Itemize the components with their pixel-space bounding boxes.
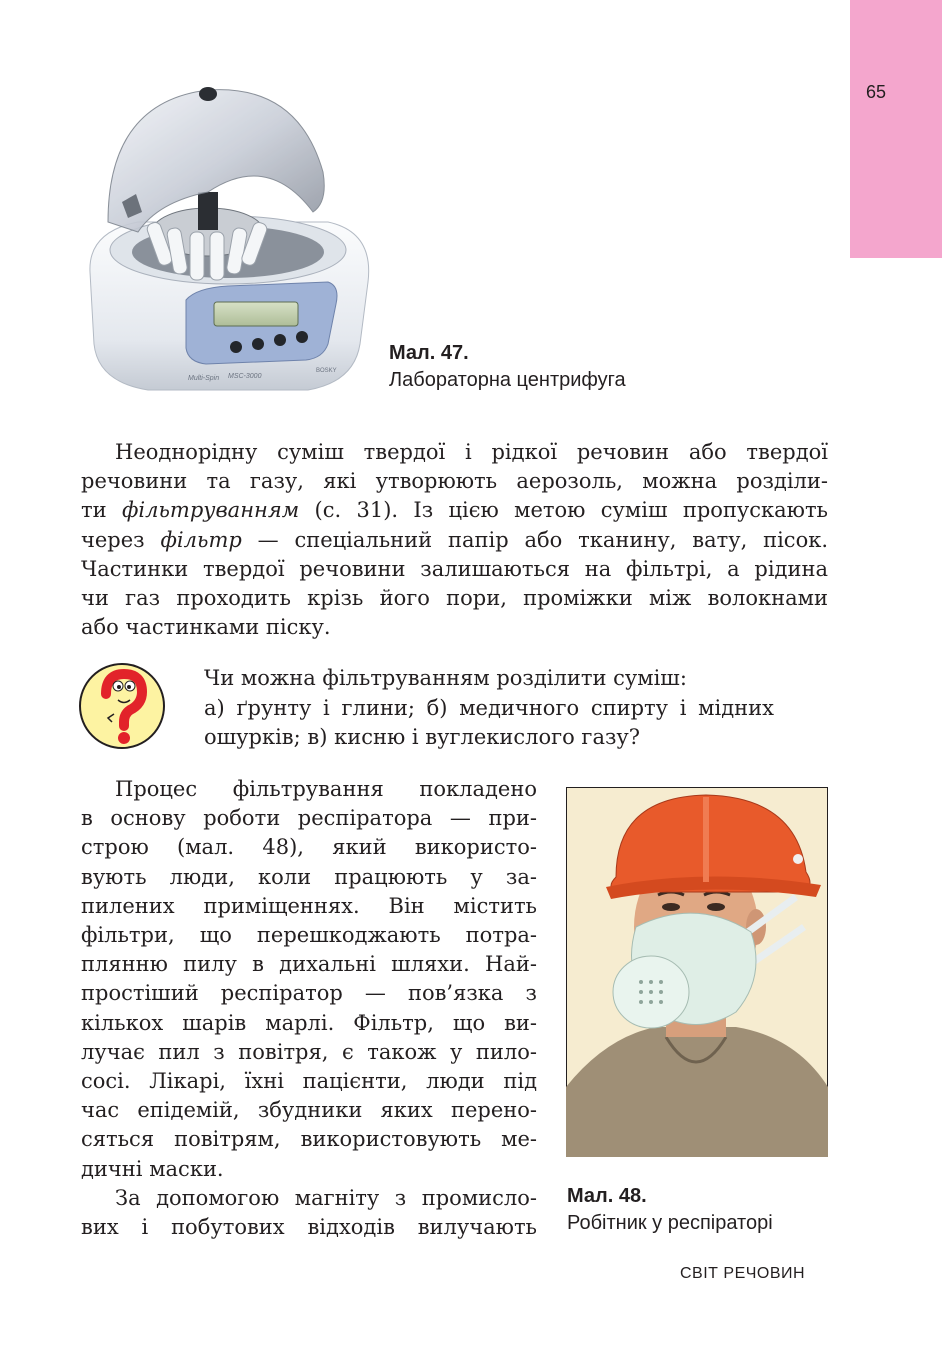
question-line: ошурків; в) кисню і вуглекислого газу? — [204, 725, 641, 749]
page-number: 65 — [866, 82, 887, 102]
figure-47-text: Лабораторна центрифуга — [389, 369, 626, 391]
text-line: вих і побутових відходів вилучають — [81, 1215, 537, 1240]
text-line: пилених приміщеннях. Він містить — [81, 893, 537, 918]
figure-48-text: Робітник у респіраторі — [567, 1212, 773, 1234]
question-mark-icon — [78, 660, 166, 750]
text-line: сосі. Лікарі, їхні пацієнти, люди під — [81, 1069, 537, 1094]
text-line: Неоднорідну суміш твердої і рідкої речовин або твердої — [115, 440, 828, 464]
text-line: лучає пил з повітря, є також у пило- — [81, 1039, 537, 1064]
question-block — [204, 664, 774, 753]
model-label: MSC-3000 — [228, 373, 262, 380]
text-line: чи газ проходить крізь його пори, проміжки між волокнами — [81, 586, 828, 611]
worker-respirator-photo — [566, 787, 828, 1157]
text-line: через фільтр — спеціальний папір або тканину, вату, пісок. — [81, 527, 829, 552]
text-line: вують люди, коли працюють у за- — [81, 864, 537, 889]
text-line: ти фільтруванням (с. 31). Із цією метою суміш пропускають — [81, 498, 828, 523]
question-line: Чи можна фільтруванням розділити суміш: — [204, 666, 687, 690]
text-line: в основу роботи респіратора — при- — [81, 806, 537, 831]
paragraph-respirator — [81, 775, 537, 1242]
text-line: або частинками піску. — [81, 615, 331, 640]
figure-47-caption — [389, 340, 626, 394]
text-line: час епідемій, збудники яких перено- — [81, 1098, 537, 1123]
text-line: простіший респіратор — пов’язка з — [81, 981, 537, 1006]
section-color-tab — [850, 0, 942, 258]
text-line: Частинки твердої речовини залишаються на фільтрі, а рідина — [81, 556, 828, 581]
figure-48-caption — [567, 1183, 773, 1237]
term-filter: фільтр — [160, 527, 242, 552]
figure-47-label: Мал. 47. — [389, 342, 469, 364]
text-line: Процес фільтрування покладено — [115, 777, 537, 801]
figure-48-label: Мал. 48. — [567, 1185, 647, 1207]
brand-label-bosky: BOSKY — [316, 368, 337, 374]
text-line: За допомогою магніту з промисло- — [115, 1185, 537, 1210]
text-line: строю (мал. 48), який використо- — [81, 835, 537, 860]
paragraph-filtration — [81, 438, 828, 642]
text-line: речовини та газу, які утворюють аерозоль, можна розділи- — [81, 469, 828, 494]
centrifuge-illustration — [78, 82, 378, 397]
text-line: фільтри, що перешкоджають потра- — [81, 923, 537, 948]
term-filtration: фільтруванням — [121, 498, 300, 523]
text-line: дичні маски. — [81, 1156, 224, 1181]
text-line: плянню пилу в дихальні шляхи. Най- — [81, 952, 537, 977]
text-line: сяться повітрям, використовують ме- — [81, 1127, 537, 1152]
question-line: а) ґрунту і глини; б) медичного спирту і мідних — [204, 695, 774, 720]
section-footer: СВІТ РЕЧОВИН — [680, 1265, 806, 1282]
brand-label-multi-spin: Multi-Spin — [188, 375, 220, 382]
text-line: кількох шарів марлі. Фільтр, що ви- — [81, 1010, 537, 1035]
